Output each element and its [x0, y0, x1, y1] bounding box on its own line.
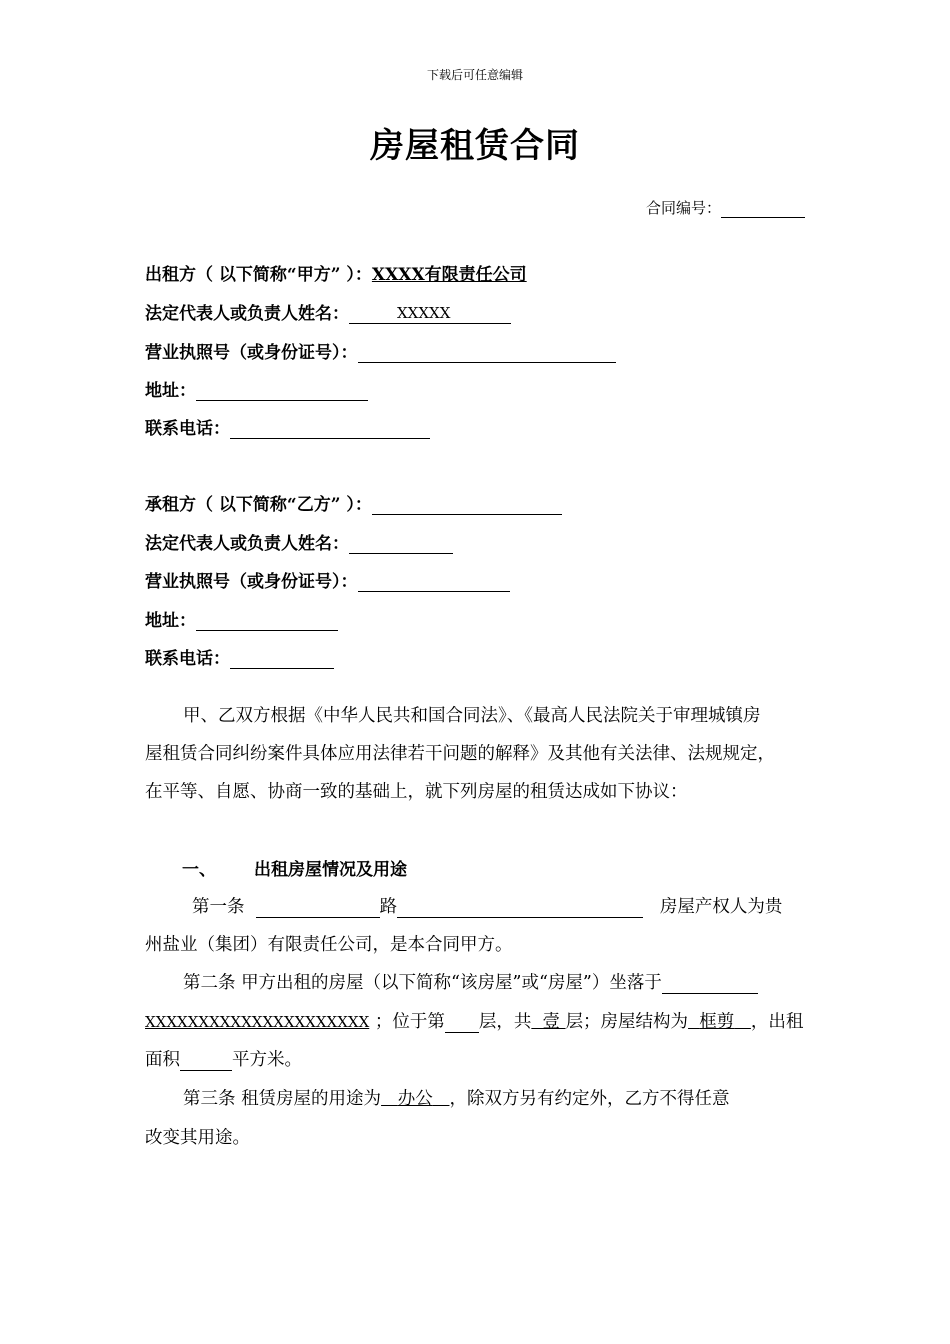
lessee-line [145, 490, 562, 515]
article-3-use-value [381, 1089, 449, 1109]
party-a-license-line [145, 338, 616, 363]
article-2-line-3 [145, 1046, 302, 1071]
party-b-license-blank [358, 572, 510, 592]
party-b-rep-label: 法定代表人或负责人姓名： [145, 534, 349, 554]
lessee-blank [372, 495, 562, 515]
party-b-phone-label: 联系电话： [145, 649, 230, 669]
article-2-structure-label: 层；房屋结构为 [565, 1012, 689, 1032]
contract-number-blank [721, 201, 805, 218]
party-a-phone-line [145, 414, 430, 439]
article-2-line-1 [183, 969, 758, 994]
intro-line-2: 屋租赁合同纠纷案件具体应用法律若干问题的解释》及其他有关法律、法规规定， [145, 744, 775, 764]
article-2-structure: 框剪 [699, 1012, 735, 1032]
article-2-floors-label: 层，共 [478, 1012, 532, 1032]
article-1-road: 路 [379, 897, 398, 917]
article-2-text: 第二条 甲方出租的房屋（以下简称“该房屋”或“房屋”）坐落于 [183, 973, 662, 993]
contract-number-label: 合同编号： [646, 199, 722, 217]
article-2-structure-value [688, 1012, 751, 1032]
article-1-blank-1 [256, 898, 380, 918]
article-1-line-1 [192, 893, 782, 918]
lessor-company: XXXX有限责任公司 [371, 265, 527, 285]
party-a-license-label: 营业执照号（或身份证号）： [145, 343, 358, 363]
party-b-address-line [145, 606, 338, 631]
party-b-address-blank [196, 611, 338, 631]
party-a-rep-line [145, 299, 511, 324]
party-a-address-blank [196, 381, 368, 401]
article-3-suffix: ，除双方另有约定外，乙方不得任意 [449, 1089, 730, 1109]
party-a-license-blank [358, 343, 616, 363]
article-2-unit: 平方米。 [232, 1050, 302, 1070]
party-a-address-line [145, 376, 368, 401]
intro-line-3: 在平等、自愿、协商一致的基础上，就下列房屋的租赁达成如下协议： [145, 782, 688, 802]
party-a-phone-blank [230, 419, 430, 439]
section-number: 一、 [182, 860, 216, 880]
contract-number [646, 197, 805, 218]
article-2-area-label: ，出租 [750, 1012, 804, 1032]
lessee-label: 承租方（ 以下简称“乙方” ）： [145, 495, 372, 515]
intro-line-1: 甲、乙双方根据《中华人民共和国合同法》、《最高人民法院关于审理城镇房 [183, 706, 761, 726]
article-1-prefix: 第一条 [192, 897, 245, 917]
article-2-area-blank [180, 1051, 232, 1071]
party-b-phone-blank [230, 649, 334, 669]
party-a-address-label: 地址： [145, 381, 196, 401]
lessor-label: 出租方（ 以下简称“甲方” ）： [145, 265, 372, 285]
article-3-prefix: 第三条 租赁房屋的用途为 [183, 1089, 382, 1109]
article-1-blank-2 [397, 898, 643, 918]
article-3-use: 办公 [397, 1089, 433, 1109]
party-a-phone-label: 联系电话： [145, 419, 230, 439]
section-heading [182, 855, 407, 880]
party-b-license-label: 营业执照号（或身份证号）： [145, 572, 358, 592]
section-title: 出租房屋情况及用途 [254, 860, 407, 880]
party-b-phone-line [145, 644, 334, 669]
party-a-rep-label: 法定代表人或负责人姓名： [145, 304, 349, 324]
party-b-address-label: 地址： [145, 611, 196, 631]
article-1-line-2: 州盐业（集团）有限责任公司，是本合同甲方。 [145, 935, 513, 955]
article-2-floor-label: ；位于第 [374, 1012, 445, 1032]
article-2-area-label-2: 面积 [145, 1050, 180, 1070]
party-b-rep-blank [349, 534, 453, 554]
article-1-suffix: 房屋产权人为贵 [659, 897, 783, 917]
party-b-license-line [145, 567, 510, 592]
article-3-line-2: 改变其用途。 [145, 1128, 250, 1148]
page-header: 下载后可任意编辑 [426, 68, 523, 82]
party-b-rep-line [145, 529, 453, 554]
document-title: 房屋租赁合同 [370, 126, 580, 166]
lessor-line [145, 260, 527, 285]
article-2-location-blank [662, 974, 758, 994]
article-2-floors-value [531, 1012, 565, 1032]
article-2-address: XXXXXXXXXXXXXXXXXXXXX [145, 1013, 370, 1031]
article-2-line-2 [145, 1008, 803, 1033]
article-2-floor-blank [445, 1013, 479, 1033]
party-a-rep-value [349, 304, 511, 324]
article-2-floors: 壹 [542, 1012, 560, 1032]
article-3-line-1 [183, 1085, 729, 1110]
party-a-rep-name: XXXXX [397, 304, 451, 322]
